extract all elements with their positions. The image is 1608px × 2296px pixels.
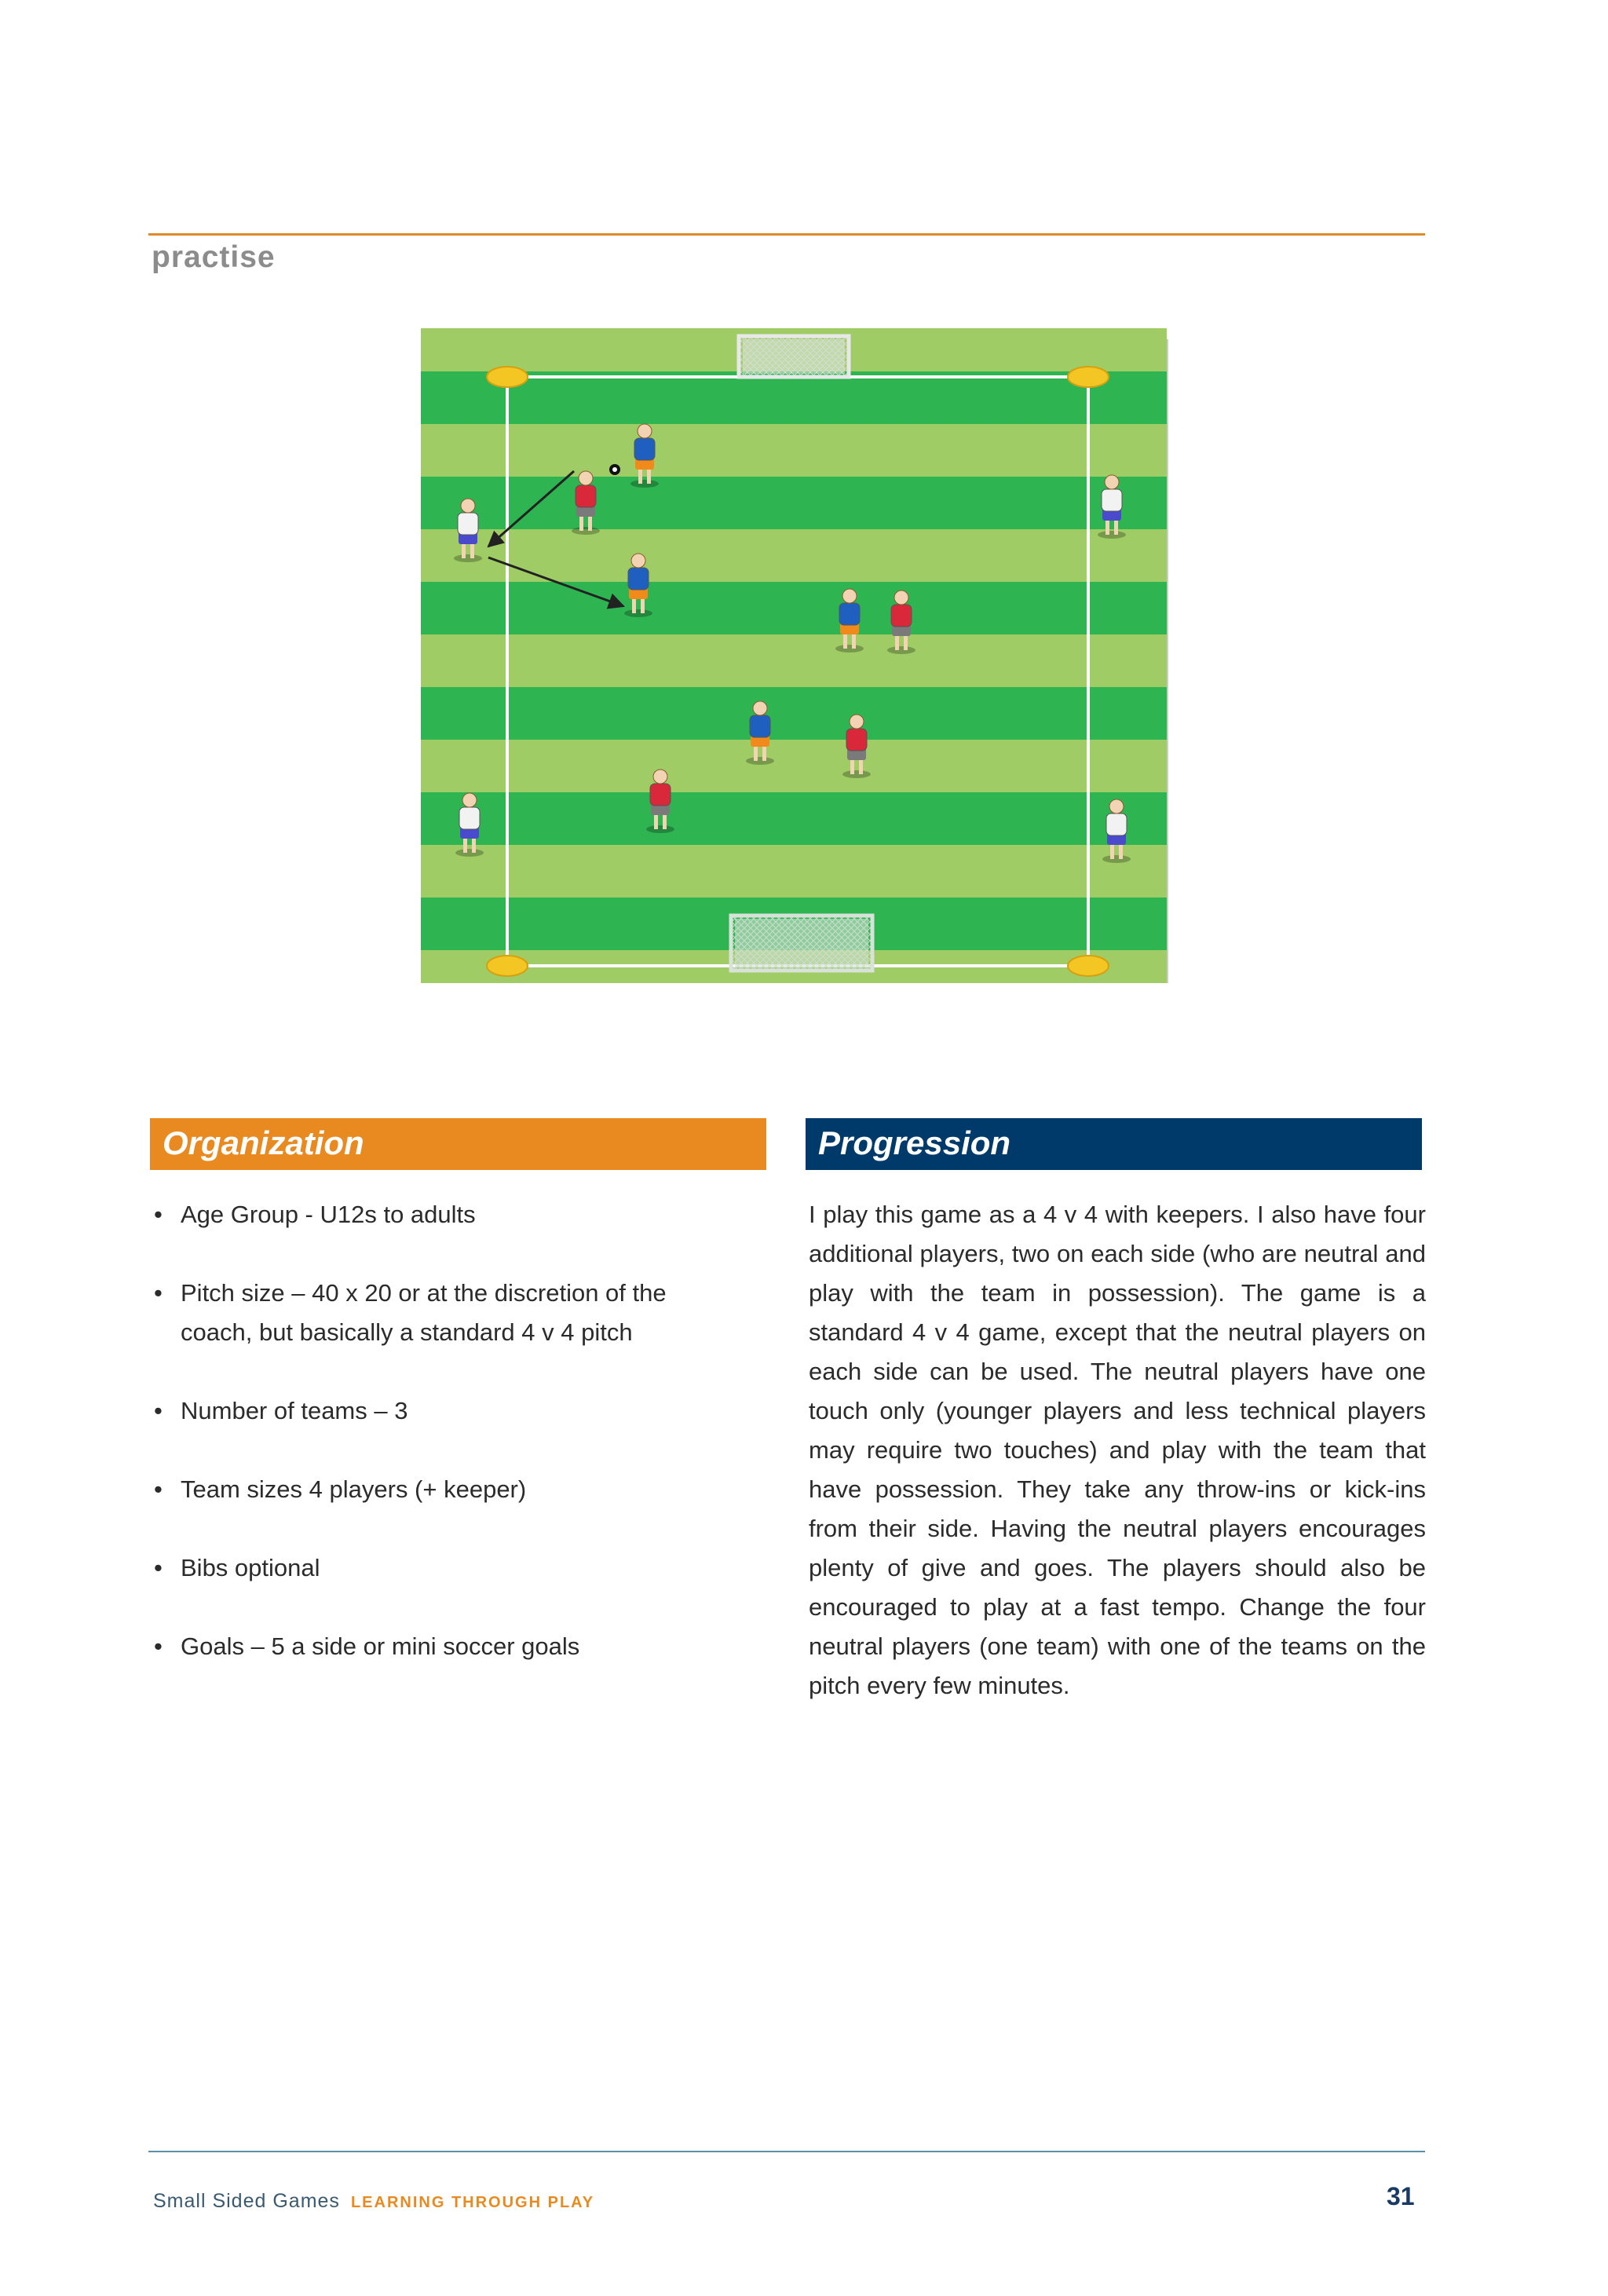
list-item: • Goals – 5 a side or mini soccer goals (154, 1627, 735, 1666)
list-item: • Number of teams – 3 (154, 1391, 735, 1431)
page-number: 31 (1387, 2182, 1415, 2210)
bottom-goal (731, 916, 872, 971)
footer-brand: LEARNING THROUGH PLAY (350, 2194, 595, 2211)
progression-text: I play this game as a 4 v 4 with keepers. I also have four additional players, two on each side (who are neutral and play with the team in possession). The game is a standard 4 v 4 game, except that the neutral players on each side can be used. The neutral players have one touch only (younger players and less technical players may require two touches) and play with the team that have possession. They take any throw-ins or kick-ins from their side. Having the neutral players encourages plenty of give and goes. The players should also be encouraged to play at a fast tempo. Change the four neutral players (one team) with one of the teams on the pitch every few minutes. (809, 1201, 1426, 1699)
progression-title: Progression (818, 1124, 1011, 1161)
top-rule (148, 233, 1425, 236)
pitch-stripes (421, 328, 1167, 983)
list-item: • Pitch size – 40 x 20 or at the discretion of the coach, but basically a standard 4 v 4 pitch (154, 1274, 735, 1352)
pitch-diagram (421, 328, 1168, 983)
list-item: • Age Group - U12s to adults (154, 1195, 735, 1234)
organization-heading (150, 1118, 766, 1170)
bottom-rule (148, 2151, 1425, 2152)
list-item: • Team sizes 4 players (+ keeper) (154, 1470, 735, 1509)
organization-title: Organization (163, 1124, 364, 1161)
footer-title-block (153, 2190, 594, 2213)
list-item: • Bibs optional (154, 1548, 735, 1588)
organization-list (154, 1195, 735, 1706)
progression-heading (806, 1118, 1422, 1170)
section-label: practise (152, 240, 276, 274)
footer-title: Small Sided Games (153, 2190, 340, 2212)
top-goal (739, 336, 849, 377)
